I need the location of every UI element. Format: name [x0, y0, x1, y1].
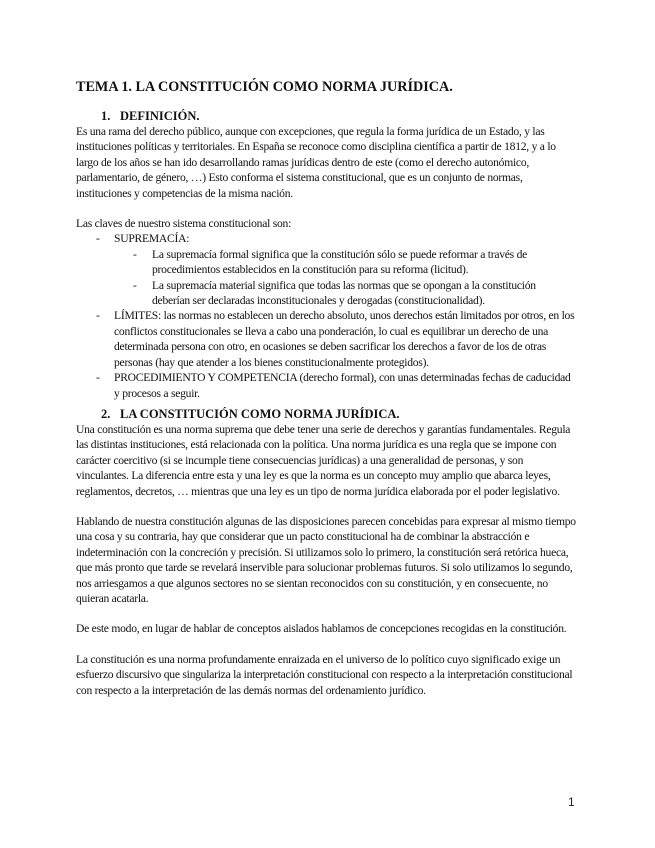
- supremacy-label: SUPREMACÍA:: [114, 232, 190, 246]
- section-title: DEFINICIÓN.: [120, 109, 200, 123]
- section-number: 2.: [101, 406, 111, 421]
- document-title: TEMA 1. LA CONSTITUCIÓN COMO NORMA JURÍDICA.: [76, 79, 453, 95]
- definition-paragraph: Es una rama del derecho público, aunque con excepciones, que regula la forma jurídica de un Estado, y las instituciones políticas y territoriales. En España se reconoce como disciplina científica a partir de 1812, y a lo largo de los años se han ido desarrollando ramas jurídicas dentro de este (como el derecho autonómico, parlamentario, de género, …) Esto conforma el sistema constitucional, que es un conjunto de normas, instituciones y competencias de la misma nación.: [76, 125, 556, 200]
- list-item-procedure: - PROCEDIMIENTO Y COMPETENCIA (derecho formal), con unas determinadas fechas de caducidad y procesos a seguir.: [76, 370, 576, 401]
- list-item-supremacy: [76, 231, 576, 308]
- section-title: LA CONSTITUCIÓN COMO NORMA JURÍDICA.: [120, 406, 400, 421]
- section-heading-definition: [76, 109, 576, 124]
- paragraph: De este modo, en lugar de hablar de conceptos aislados hablamos de concepciones recogidas en la constitución.: [76, 622, 567, 636]
- document-body: [76, 78, 576, 698]
- spacer: [76, 499, 576, 514]
- paragraph: Una constitución es una norma suprema que debe tener una serie de derechos y garantías fundamentales. Regula las distintas instituciones, está relacionada con la política. Una norma jurídica es una regla que se impone con carácter coercitivo (si se incumple tiene consecuencias jurídicas) a una generalidad de personas, y son vinculantes. La diferencia entre esta y una ley es que la norma es un concepto muy amplio que abarca leyes, reglamentos, decretos, … mientras que una ley es un tipo de norma jurídica elaborada por el poder legislativo.: [76, 422, 571, 498]
- spacer: [76, 637, 576, 652]
- list-item-limits: - LÍMITES: las normas no establecen un derecho absoluto, unos derechos están limitados por otros, en los conflictos constitucionales se lleva a cabo una ponderación, lo cual es equilibrar un derecho de una determinada persona con otro, en ocasiones se deben sacrificar los derechos a favor de los de otras personas (hay que atender a los bienes constitucionalmente protegidos).: [76, 308, 576, 370]
- list-item: - La supremacía material significa que todas las normas que se opongan a la constitución deberían ser declaradas inconstitucionales y derogadas (constitucionalidad).: [76, 278, 576, 309]
- keys-intro: Las claves de nuestro sistema constitucional son:: [76, 217, 292, 231]
- page-number: 1: [568, 795, 575, 809]
- section-heading-norma: [76, 407, 576, 422]
- list-item: - La supremacía formal significa que la constitución sólo se puede reformar a través de procedimientos establecidos en la constitución para su reforma (licitud).: [76, 247, 576, 278]
- spacer: [76, 201, 576, 216]
- keys-list: [76, 231, 576, 400]
- supremacy-sublist: [76, 247, 576, 309]
- spacer: [76, 606, 576, 621]
- paragraph: Hablando de nuestra constitución algunas de las disposiciones parecen concebidas para expresar al mismo tiempo una cosa y su contraria, hay que considerar que un pacto constitucional ha de combinar la abstracción e indeterminación con la concreción y precisión. Si utilizamos solo lo primero, la constitución será retórica hueca, que más pronto que tarde se revelará inservible para solucionar problemas futuros. Si solo utilizamos lo segundo, nos arriesgamos a que algunos sectores no se sientan reconocidos con su constitución, y en consecuente, no quieran acatarla.: [76, 514, 576, 605]
- paragraph: La constitución es una norma profundamente enraizada en el universo de lo político cuyo significado exige un esfuerzo discursivo que singulariza la interpretación constitucional con respecto a la interpretación constitucional con respecto a la interpretación de las demás normas del ordenamiento jurídico.: [76, 652, 573, 697]
- section-number: 1.: [101, 109, 111, 123]
